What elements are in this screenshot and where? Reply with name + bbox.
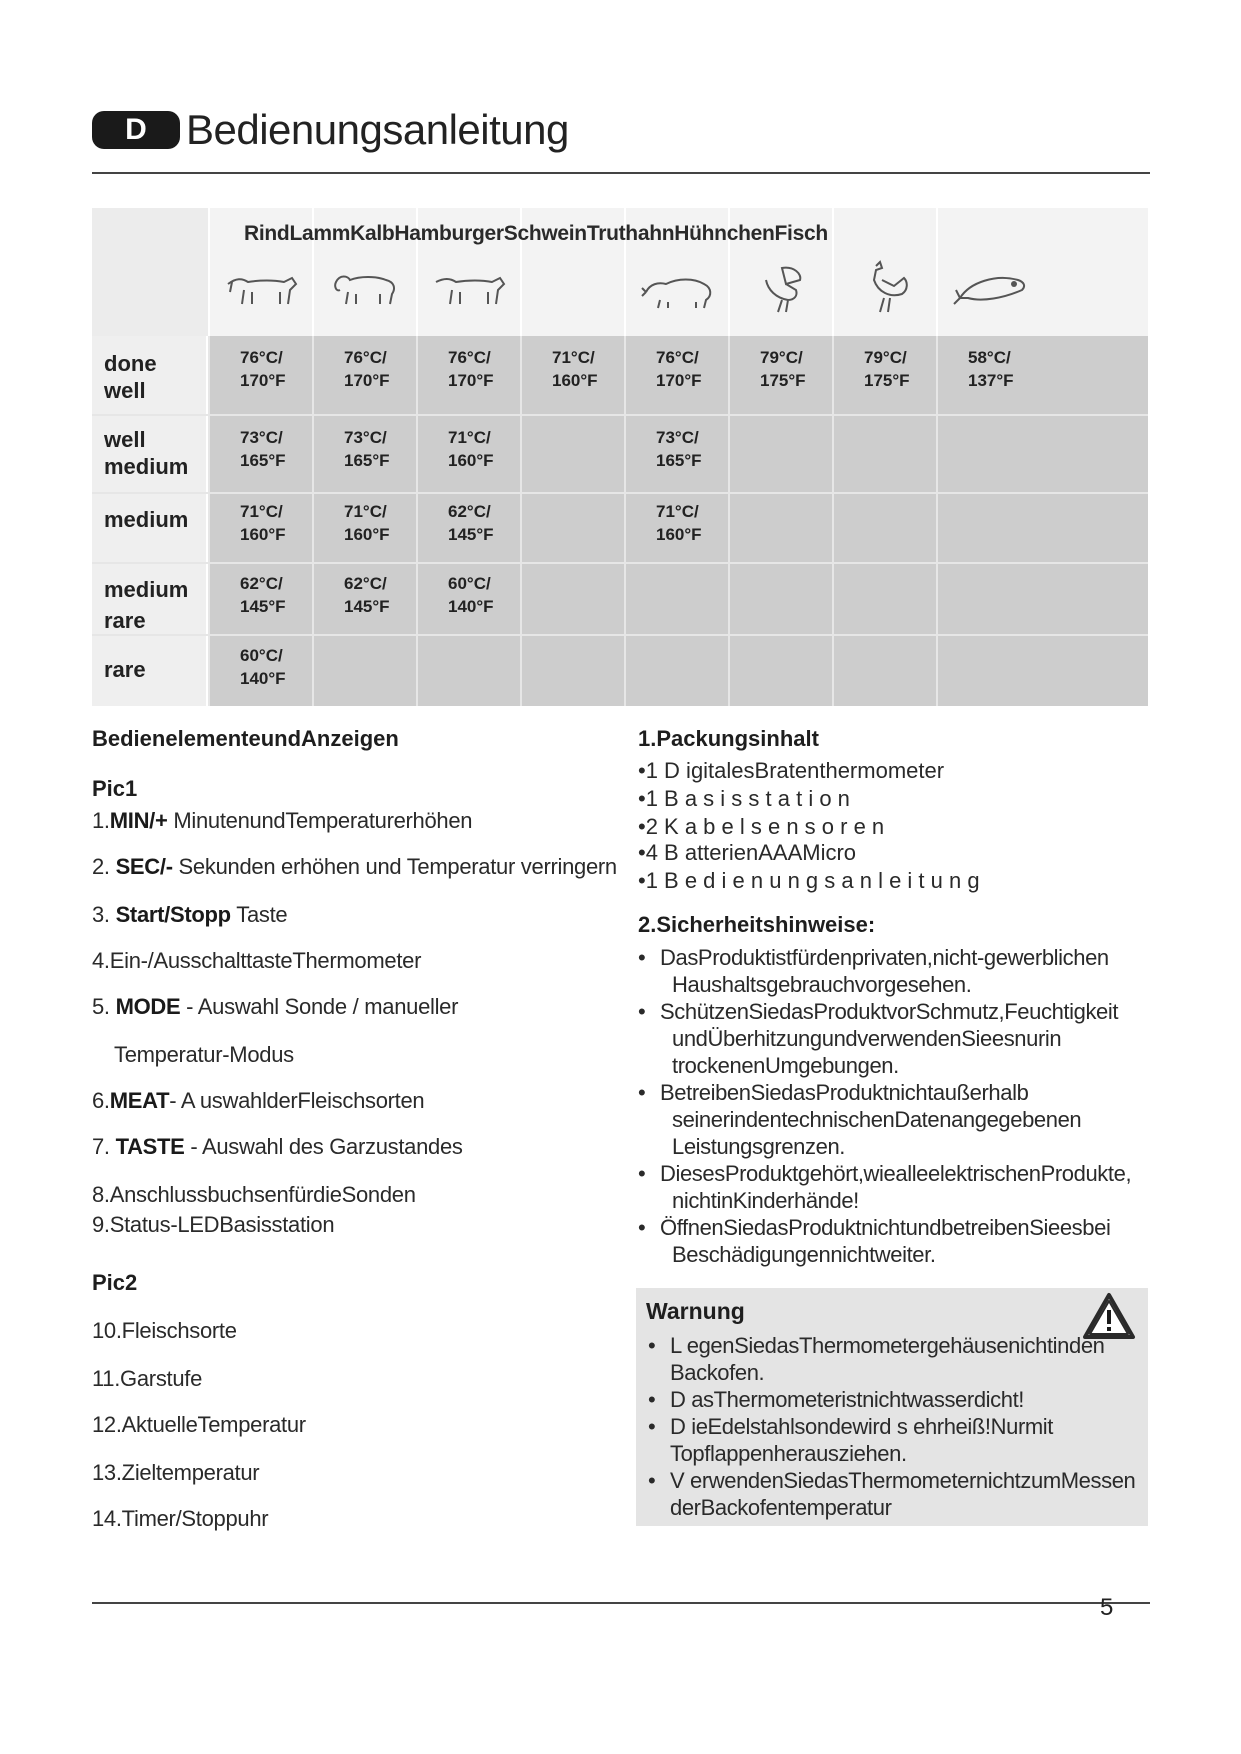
control-item: 6.MEAT- A uswahlderFleischsorten <box>92 1088 425 1113</box>
meat-names: RindLammKalbHamburgerSchweinTruthahnHühnchenFisch <box>244 222 828 245</box>
table-cell <box>624 564 728 636</box>
table-cell: 71°C/ 160°F <box>416 416 520 494</box>
table-cell <box>728 494 832 564</box>
table-cell: 62°C/ 145°F <box>312 564 416 636</box>
package-item: •1 B e d i e n u n g s a n l e i t u n g <box>638 868 980 893</box>
pic1-heading: Pic1 <box>92 776 138 801</box>
temperature-table <box>92 208 1148 704</box>
table-cell <box>936 564 1148 636</box>
control-item: 9.Status-LEDBasisstation <box>92 1212 335 1237</box>
table-cell: 73°C/ 165°F <box>624 416 728 494</box>
table-cell <box>728 636 832 706</box>
safety-heading: 2.Sicherheitshinweise: <box>638 912 876 937</box>
warning-list <box>646 1332 1136 1521</box>
controls-heading: BedienelementeundAnzeigen <box>92 726 399 751</box>
document-title: Bedienungsanleitung <box>186 106 569 153</box>
table-cell <box>936 494 1148 564</box>
row-label <box>92 494 206 564</box>
table-cell <box>520 494 624 564</box>
table-cell <box>312 636 416 706</box>
warning-item: • L egenSiedasThermometergehäusenichtinden Backofen. <box>646 1332 1136 1386</box>
hamburger-icon <box>534 258 614 318</box>
table-cell: 71°C/ 160°F <box>208 494 312 564</box>
row-label-line: rare <box>104 608 146 633</box>
row-label-line: well <box>104 427 146 452</box>
table-cell <box>520 416 624 494</box>
table-cell: 79°C/ 175°F <box>832 336 936 414</box>
warning-item: • D ieEdelstahlsondewird s ehrheiß!Nurmit Topflappenherausziehen. <box>646 1413 1136 1467</box>
row-label-line: medium <box>104 507 189 532</box>
control-item: 7. TASTE - Auswahl des Garzustandes <box>92 1134 463 1159</box>
table-cell <box>832 416 936 494</box>
row-label-line: medium <box>104 454 189 479</box>
table-cell: 73°C/ 165°F <box>312 416 416 494</box>
table-cell: 73°C/ 165°F <box>208 416 312 494</box>
row-label-line: well <box>104 378 146 403</box>
fish-icon <box>952 258 1032 318</box>
table-cell <box>624 636 728 706</box>
footer-rule <box>92 1602 1150 1604</box>
table-row <box>92 562 1148 636</box>
table-row <box>92 492 1148 564</box>
warning-title: Warnung <box>646 1298 745 1324</box>
language-badge: D <box>92 111 180 149</box>
control-item: 3. Start/Stopp Taste <box>92 902 288 927</box>
warning-item: • D asThermometeristnichtwasserdicht! <box>646 1386 1136 1413</box>
row-label-line: done <box>104 351 157 376</box>
control-item: 8.AnschlussbuchsenfürdieSonden <box>92 1182 416 1207</box>
safety-item: • DiesesProduktgehört,wiealleelektrischenProdukte, nichtinKinderhände! <box>638 1160 1158 1214</box>
table-cell: 60°C/ 140°F <box>208 636 312 706</box>
cow-icon <box>222 258 302 318</box>
table-cell: 71°C/ 160°F <box>312 494 416 564</box>
pic2-heading: Pic2 <box>92 1270 138 1295</box>
lamb-icon <box>326 258 406 318</box>
safety-item: • SchützenSiedasProduktvorSchmutz,Feuchtigkeit undÜberhitzungundverwendenSieesnurin trockenenUmgebungen. <box>638 998 1158 1079</box>
table-cell: 71°C/ 160°F <box>520 336 624 414</box>
display-item: 13.Zieltemperatur <box>92 1460 260 1485</box>
row-label <box>92 636 206 706</box>
control-item: 5. MODE - Auswahl Sonde / manueller <box>92 994 459 1019</box>
table-cell <box>832 494 936 564</box>
display-item: 10.Fleischsorte <box>92 1318 237 1343</box>
table-cell: 58°C/ 137°F <box>936 336 1148 414</box>
table-cell <box>728 564 832 636</box>
row-label <box>92 564 206 636</box>
table-cell: 76°C/ 170°F <box>312 336 416 414</box>
control-item: 4.Ein-/AusschalttasteThermometer <box>92 948 422 973</box>
table-cell <box>832 636 936 706</box>
table-cell: 62°C/ 145°F <box>208 564 312 636</box>
package-item: •1 B a s i s s t a t i o n <box>638 786 850 811</box>
table-cell: 76°C/ 170°F <box>208 336 312 414</box>
row-label <box>92 336 206 414</box>
package-item: •4 B atterienAAAMicro <box>638 840 857 865</box>
safety-item: • ÖffnenSiedasProduktnichtundbetreibenSieesbei Beschädigungennichtweiter. <box>638 1214 1158 1268</box>
pig-icon <box>638 258 718 318</box>
row-label-line: medium <box>104 577 189 602</box>
page-number: 5 <box>1100 1594 1114 1621</box>
table-row <box>92 336 1148 414</box>
warning-item: • V erwendenSiedasThermometernichtzumMessen derBackofentemperatur <box>646 1467 1136 1521</box>
safety-item: • DasProduktistfürdenprivaten,nicht-gewerblichen Haushaltsgebrauchvorgesehen. <box>638 944 1158 998</box>
control-item: Temperatur-Modus <box>114 1042 294 1067</box>
table-cell <box>728 416 832 494</box>
safety-item: • BetreibenSiedasProduktnichtaußerhalb seinerindentechnischenDatenangegebenen Leistungsgrenzen. <box>638 1079 1158 1160</box>
package-heading: 1.Packungsinhalt <box>638 726 819 751</box>
warning-box <box>636 1288 1148 1526</box>
table-cell <box>520 564 624 636</box>
table-row <box>92 414 1148 494</box>
table-cell <box>936 416 1148 494</box>
table-cell <box>936 636 1148 706</box>
display-item: 12.AktuelleTemperatur <box>92 1412 306 1437</box>
table-cell: 76°C/ 170°F <box>416 336 520 414</box>
display-item: 14.Timer/Stoppuhr <box>92 1506 269 1531</box>
turkey-icon <box>742 258 822 318</box>
table-cell: 79°C/ 175°F <box>728 336 832 414</box>
table-cell: 71°C/ 160°F <box>624 494 728 564</box>
table-row <box>92 634 1148 706</box>
display-item: 11.Garstufe <box>92 1366 203 1391</box>
table-cell <box>416 636 520 706</box>
table-cell: 76°C/ 170°F <box>624 336 728 414</box>
calf-icon <box>430 258 510 318</box>
row-label-line: rare <box>104 657 146 682</box>
package-item: •2 K a b e l s e n s o r e n <box>638 814 885 839</box>
header-rule <box>92 172 1150 174</box>
control-item: 1.MIN/+ MinutenundTemperaturerhöhen <box>92 808 473 833</box>
table-cell <box>520 636 624 706</box>
row-label <box>92 416 206 494</box>
table-cell <box>832 564 936 636</box>
safety-list <box>638 944 1158 1268</box>
page-header <box>92 100 569 160</box>
package-item: •1 D igitalesBratenthermometer <box>638 758 945 783</box>
control-item: 2. SEC/- Sekunden erhöhen und Temperatur verringern <box>92 854 617 879</box>
chicken-icon <box>846 258 926 318</box>
table-cell: 62°C/ 145°F <box>416 494 520 564</box>
table-cell: 60°C/ 140°F <box>416 564 520 636</box>
